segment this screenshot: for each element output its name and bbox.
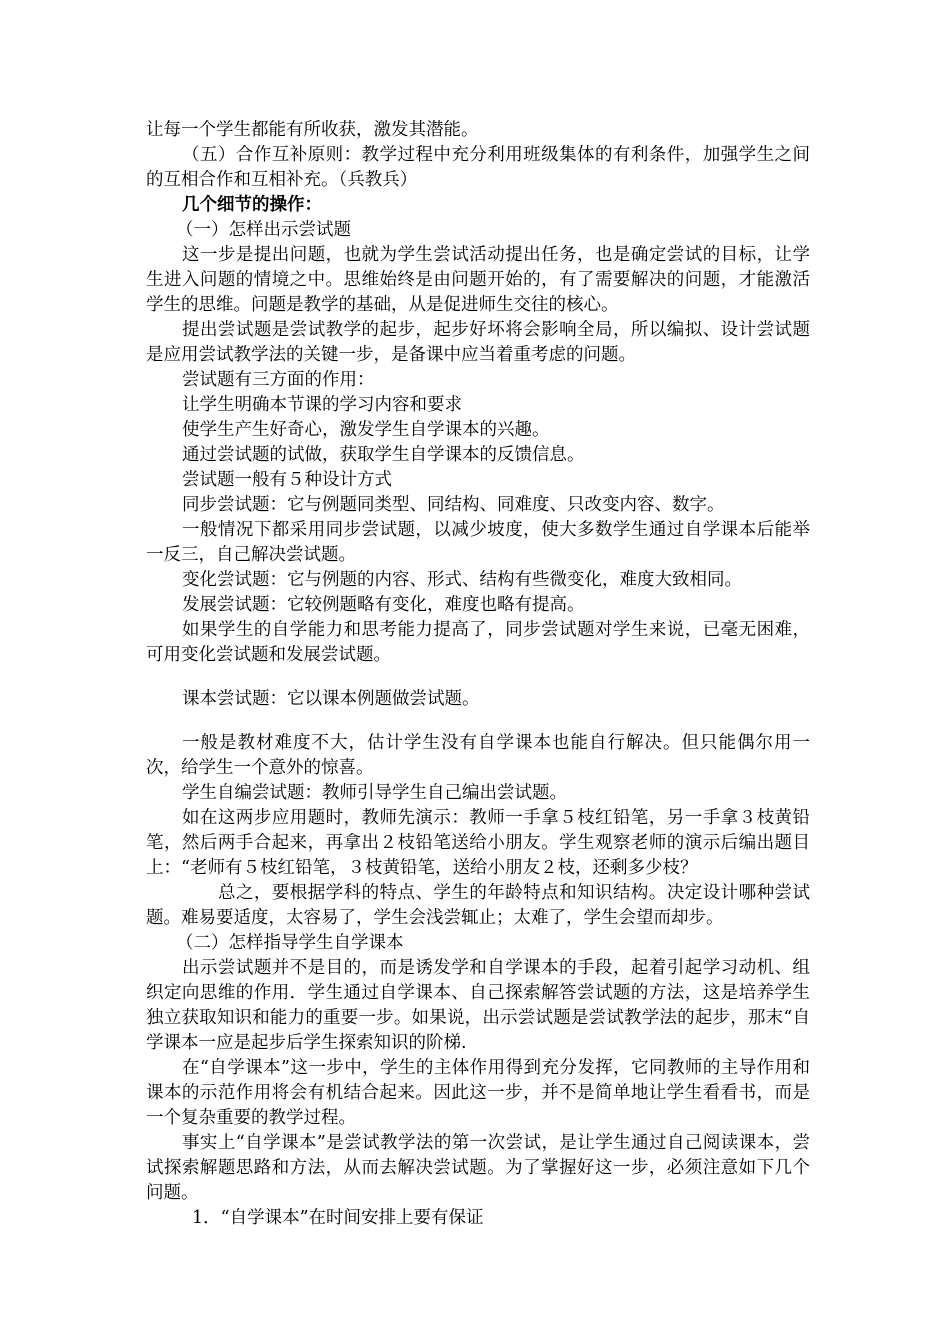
paragraph-21: 总之，要根据学科的特点、学生的年龄特点和知识结构。决定设计哪种尝试题。难易要适度，太容易了，学生会浅尝辄止；太难了，学生会望而却步。 (146, 883, 810, 928)
paragraph-12: 同步尝试题：它与例题同类型、同结构、同难度、只改变内容、数字。 (182, 495, 725, 515)
section-heading-details: 几个细节的操作： (182, 195, 322, 215)
paragraph-6: 提出尝试题是尝试教学的起步，起步好坏将会影响全局，所以编拟、设计尝试题是应用尝试教学法的关键一步，是备课中应当着重考虑的问题。 (146, 320, 810, 365)
paragraph-23: 出示尝试题并不是目的，而是诱发学和自学课本的手段，起着引起学习动机、组织定向思维的作用．学生通过自学课本、自己探索解答尝试题的方法，这是培养学生独立获取知识和能力的重要一步。如果说，出示尝试题是尝试教学法的起步，那末“自学课本一应是起步后学生探索知识的阶梯. (146, 958, 810, 1053)
numbered-item-1: 1．“自学课本”在时间安排上要有保证 (192, 1208, 484, 1228)
paragraph-17: 课本尝试题：它以课本例题做尝试题。 (182, 689, 480, 709)
paragraph-24: 在“自学课本”这一步中，学生的主体作用得到充分发挥，它同教师的主导作用和课本的示范作用将会有机结合起来。因此这一步，并不是简单地让学生看看书，而是一个复杂重要的教学过程。 (146, 1058, 810, 1128)
spacer (146, 712, 810, 731)
paragraph-7: 尝试题有三方面的作用： (182, 370, 375, 390)
paragraph-14: 变化尝试题：它与例题的内容、形式、结构有些微变化，难度大致相同。 (182, 570, 742, 590)
subheading-1: （一）怎样出示尝试题 (176, 220, 351, 240)
paragraph-25: 事实上“自学课本”是尝试教学法的第一次尝试，是让学生通过自己阅读课本，尝试探索解题思路和方法，从而去解决尝试题。为了掌握好这一步，必须注意如下几个问题。 (146, 1133, 810, 1203)
paragraph-16: 如果学生的自学能力和思考能力提高了，同步尝试题对学生来说，已毫无困难，可用变化尝试题和发展尝试题。 (146, 620, 810, 665)
paragraph-11: 尝试题一般有５种设计方式 (182, 470, 392, 490)
paragraph-15: 发展尝试题：它较例题略有变化，难度也略有提高。 (182, 595, 585, 615)
paragraph-20: 如在这两步应用题时，教师先演示：教师一手拿５枝红铅笔，另一手拿３枝黄铅笔，然后两手合起来，再拿出２枝铅笔送给小朋友。学生观察老师的演示后编出题目上：“老师有５枝红铅笔，３枝黄铅笔，送给小朋友２枝，还剩多少枝？ (146, 808, 810, 878)
paragraph-18: 一般是教材难度不大，估计学生没有自学课本也能自行解决。但只能偶尔用一次，给学生一个意外的惊喜。 (146, 733, 810, 778)
paragraph-10: 通过尝试题的试做，获取学生自学课本的反馈信息。 (182, 445, 585, 465)
paragraph-9: 使学生产生好奇心，激发学生自学课本的兴趣。 (182, 420, 550, 440)
paragraph-13: 一般情况下都采用同步尝试题，以减少坡度，使大多数学生通过自学课本后能举一反三，自己解决尝试题。 (146, 520, 810, 565)
paragraph-5: 这一步是提出问题，也就为学生尝试活动提出任务，也是确定尝试的目标，让学生进入问题的情境之中。思维始终是由问题开始的，有了需要解决的问题，才能激活学生的思维。问题是教学的基础，从是促进师生交往的核心。 (146, 245, 810, 315)
paragraph-8: 让学生明确本节课的学习内容和要求 (182, 395, 462, 415)
subheading-2: （二）怎样指导学生自学课本 (176, 933, 404, 953)
document-page (146, 118, 810, 1231)
paragraph-19: 学生自编尝试题：教师引导学生自己编出尝试题。 (182, 783, 567, 803)
paragraph-1: 让每一个学生都能有所收获，激发其潜能。 (146, 120, 479, 140)
paragraph-principle-5: （五）合作互补原则：教学过程中充分利用班级集体的有利条件，加强学生之间的互相合作和互相补充。（兵教兵） (146, 145, 810, 190)
spacer (146, 668, 810, 687)
